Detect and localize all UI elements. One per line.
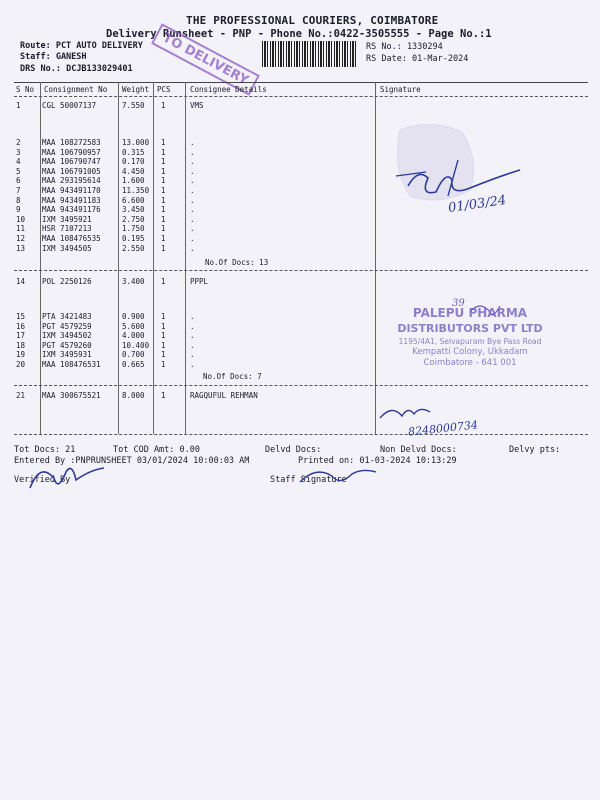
row-pcs: 1: [161, 340, 166, 350]
row-details: .: [190, 243, 195, 253]
row-weight: 0.900: [122, 312, 145, 321]
row-sno: 7: [16, 186, 21, 195]
col-header-consignee: Consignee Details: [190, 85, 267, 94]
row-consignment: MAA 106791005: [42, 166, 101, 176]
row-weight: 7.550: [122, 101, 145, 110]
row-pcs: 1: [161, 243, 166, 253]
row-pcs: 1: [161, 101, 166, 110]
delivery-stamp: TO DELIVERY: [151, 23, 260, 95]
row-pcs: 1: [161, 195, 166, 205]
row-details: .: [190, 360, 195, 369]
row-pcs: 1: [161, 157, 166, 167]
row-pcs: 1: [161, 350, 166, 360]
rs-number: RS No.: 1330294: [366, 42, 443, 52]
row-details: .: [190, 205, 195, 215]
row-consignment: MAA 943491183: [42, 195, 101, 205]
handwritten-mark: 39: [452, 298, 465, 309]
row-sno: 3: [16, 147, 21, 157]
row-consignment: MAA 300675521: [42, 391, 101, 400]
row-sno: 10: [16, 214, 26, 224]
row-details: RAGQUFUL REHMAN: [190, 391, 258, 400]
row-details: .: [190, 350, 195, 360]
row-sno: 16: [16, 321, 26, 331]
row-pcs: 1: [161, 277, 166, 286]
row-weight: 2.550: [122, 243, 145, 253]
row-consignment: MAA 108272583: [42, 138, 101, 147]
row-consignment: MAA 106790747: [42, 157, 101, 167]
row-sno: 20: [16, 360, 26, 369]
row-weight: 1.750: [122, 224, 145, 234]
handwritten-phone: 8248000734: [407, 418, 479, 439]
row-weight: 4.000: [122, 331, 145, 341]
row-weight: 2.750: [122, 214, 145, 224]
row-pcs: 1: [161, 312, 166, 321]
row-details: .: [190, 312, 195, 321]
non-delivered-docs: Non Delvd Docs:: [380, 445, 457, 455]
row-pcs: 1: [161, 138, 166, 147]
row-sno: 2: [16, 138, 21, 147]
row-details: .: [190, 340, 195, 350]
row-pcs: 1: [161, 224, 166, 234]
row-consignment: MAA 108476531: [42, 360, 101, 369]
row-weight: 0.700: [122, 350, 145, 360]
col-header-signature: Signature: [380, 85, 421, 94]
row-weight: 0.195: [122, 234, 145, 243]
total-docs: Tot Docs: 21: [14, 445, 76, 455]
faint-stamp-mark: [398, 124, 474, 199]
row-consignment: PGT 4579259: [42, 321, 92, 331]
row-details: .: [190, 186, 195, 195]
row-consignment: MAA 943491170: [42, 186, 101, 195]
row-weight: 0.665: [122, 360, 145, 369]
row-consignment: IXM 3494502: [42, 331, 92, 341]
row-sno: 17: [16, 331, 26, 341]
row-sno: 1: [16, 101, 21, 110]
row-sno: 8: [16, 195, 21, 205]
row-pcs: 1: [161, 331, 166, 341]
row-pcs: 1: [161, 205, 166, 215]
route-label: Route: PCT AUTO DELIVERY: [20, 41, 143, 51]
row-sno: 9: [16, 205, 21, 215]
row-sno: 21: [16, 391, 26, 400]
row-details: PPPL: [190, 277, 209, 286]
staff-signature: Staff Signature: [270, 475, 347, 485]
row-details: .: [190, 176, 195, 186]
row-weight: 3.400: [122, 277, 145, 286]
row-weight: 10.400: [122, 340, 150, 350]
row-details: .: [190, 331, 195, 341]
drs-label: DRS No.:: [20, 64, 61, 74]
handwritten-date: 01/03/24: [447, 193, 508, 216]
row-pcs: 1: [161, 147, 166, 157]
row-details: .: [190, 321, 195, 331]
stamp-line: PALEPU PHARMA: [412, 306, 528, 320]
staff-label: Staff: GANESH: [20, 52, 87, 62]
row-sno: 19: [16, 350, 26, 360]
stamp-line: 1195/4A1, Selvapuram Bye Pass Road: [398, 337, 542, 346]
row-consignment: CGL 50007137: [42, 101, 97, 110]
stamp-line: Coimbatore - 641 001: [423, 358, 517, 368]
row-consignment: PGT 4579260: [42, 340, 92, 350]
row-sno: 14: [16, 277, 26, 286]
row-weight: 4.450: [122, 166, 145, 176]
runsheet-subtitle: Delivery Runsheet - PNP - Phone No.:0422-3505555 - Page No.:1: [106, 28, 492, 40]
delivery-points: Delvy pts:: [509, 445, 561, 455]
row-pcs: 1: [161, 214, 166, 224]
row-consignment: MAA 943491176: [42, 205, 101, 215]
printed-on: Printed on: 01-03-2024 10:13:29: [298, 456, 457, 466]
row-details: .: [190, 138, 195, 147]
row-weight: 0.170: [122, 157, 145, 167]
row-details: .: [190, 224, 195, 234]
row-details: .: [190, 195, 195, 205]
row-details: .: [190, 157, 195, 167]
row-sno: 18: [16, 340, 26, 350]
drs-value: DCJB133029401: [66, 64, 133, 74]
row-weight: 5.600: [122, 321, 145, 331]
row-consignment: MAA 293195614: [42, 176, 101, 186]
row-details: .: [190, 166, 195, 176]
rs-date: RS Date: 01-Mar-2024: [366, 54, 469, 64]
total-cod: Tot COD Amt: 0.00: [113, 445, 200, 455]
handwritten-signature: [470, 306, 500, 315]
row-consignment: MAA 108476535: [42, 234, 101, 243]
col-header-consignment: Consignment No: [44, 85, 108, 94]
row-weight: 3.450: [122, 205, 145, 215]
stamp-line: DISTRIBUTORS PVT LTD: [397, 322, 543, 335]
docs-count: No.Of Docs: 7: [203, 372, 262, 381]
row-sno: 12: [16, 234, 26, 243]
row-pcs: 1: [161, 360, 166, 369]
row-consignment: IXM 3495931: [42, 350, 92, 360]
verified-by: Verified By: [14, 475, 71, 485]
row-pcs: 1: [161, 321, 166, 331]
row-pcs: 1: [161, 391, 166, 400]
handwritten-signature: [30, 468, 104, 488]
row-weight: 11.350: [122, 186, 150, 195]
row-sno: 5: [16, 166, 21, 176]
handwritten-signature: [300, 470, 376, 482]
row-sno: 4: [16, 157, 21, 167]
row-consignment: POL 2250126: [42, 277, 92, 286]
row-pcs: 1: [161, 176, 166, 186]
row-sno: 13: [16, 243, 26, 253]
docs-count: No.Of Docs: 13: [205, 258, 269, 267]
row-sno: 15: [16, 312, 26, 321]
row-details: .: [190, 147, 195, 157]
row-pcs: 1: [161, 166, 166, 176]
row-consignment: PTA 3421483: [42, 312, 92, 321]
handwritten-signature: [380, 409, 430, 418]
row-details: .: [190, 234, 195, 243]
col-header-sno: S No: [16, 85, 35, 94]
row-weight: 13.000: [122, 138, 150, 147]
delivered-docs: Delvd Docs:: [265, 445, 322, 455]
row-pcs: 1: [161, 186, 166, 195]
entered-by: Entered By :PNPRUNSHEET 03/01/2024 10:00:03 AM: [14, 456, 250, 466]
row-consignment: IXM 3494505: [42, 243, 92, 253]
company-title: THE PROFESSIONAL COURIERS, COIMBATORE: [186, 14, 439, 27]
row-details: VMS: [190, 101, 204, 110]
row-pcs: 1: [161, 234, 166, 243]
col-header-weight: Weight: [122, 85, 150, 94]
row-consignment: IXM 3495921: [42, 214, 92, 224]
row-weight: 8.000: [122, 391, 145, 400]
row-weight: 6.600: [122, 195, 145, 205]
row-weight: 1.600: [122, 176, 145, 186]
row-sno: 11: [16, 224, 26, 234]
row-sno: 6: [16, 176, 21, 186]
col-header-pcs: PCS: [157, 85, 171, 94]
stamp-line: Kempatti Colony, Ukkadam: [412, 347, 528, 357]
row-consignment: MAA 106790957: [42, 147, 101, 157]
row-weight: 0.315: [122, 147, 145, 157]
row-details: .: [190, 214, 195, 224]
row-consignment: HSR 7107213: [42, 224, 92, 234]
